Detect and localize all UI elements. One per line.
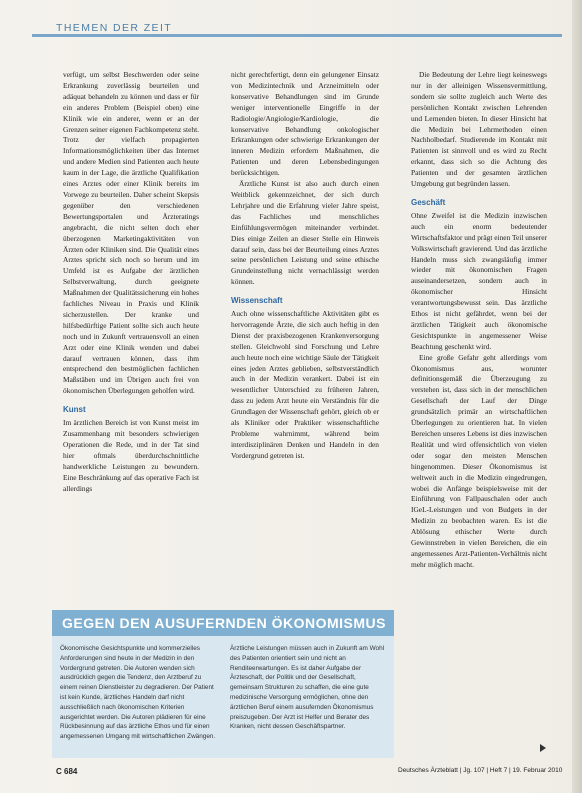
paragraph: Auch ohne wissenschaftliche Aktivitäten gibt es hervorragende Ärzte, die sich auch heftig in den Dienst der praxisbezogenen Krankenversorgung stellen. Gleichwohl sind Forschung und Lehre auch heute noch eine wichtige Säule der Tätigkeit eines jeden Arztes geblieben, selbstverständlich auch in der Medizin verankert. Dabei ist ein wesentlicher Unterschied zu früheren Jahren, dass zu jedem Arzt heute ein Verständnis für die Grundlagen der Wissenschaft gehört, gleich ob er als Kliniker oder Praktiker wissenschaftliche Probleme wahrnimmt, während beim interdisziplinären Denken und Handeln in den Vordergrund getreten ist.: [231, 309, 379, 460]
article-column-3: [411, 70, 547, 770]
page-number: C 684: [56, 767, 78, 776]
paragraph: verfügt, um selbst Beschwerden oder seine Erkrankung zuverlässig beurteilen und adäquat behandeln zu können und dass er für ein anderes Problem (Beispiel oben) eine Klinik wie ein anderer, wenn er an der Grenzen seiner eigenen Fachkompetenz steht. Trotz der vielfach propagierten Informationsmöglichkeiten über das Internet und andere Medien sind Patienten auch heute kaum in der Lage, die ärztliche Qualifikation eines Arztes oder einer Klinik bereits im Vorwege zu beurteilen. Daher scheint Skepsis gegenüber den verschiedenen Bewertungsportalen und Ärzteratings angebracht, die nicht selten doch eher überzogenen Marketingaktivitäten von Ärzten oder Kliniken sind. Die Qualität eines Arztes spricht sich noch so herum und im Umfeld ist es Aufgabe der ärztlichen Selbstverwaltung, durch geeignete Maßnahmen der Qualitätssicherung ein hohes fachliches Niveau in Praxis und Klinik sicherzustellen. Der kranke und hilfsbedürftige Patient sollte sich auch heute noch und in Zukunft vertrauensvoll an einen Arzt oder eine Klinik wenden und dabei darauf vertrauen können, dass ihm entsprechend den bestmöglichen fachlichen Maßstäben und im Übrigen auch frei von ökonomischen Überlegungen geholfen wird.: [63, 70, 199, 396]
paragraph: nicht gerechtfertigt, denn ein gelungener Einsatz von Medizintechnik und Arzneimitteln oder konservative Behandlungen sind im Grunde weniger interventionelle Eingriffe in der Radiologie/Angiologie/Kardiologie, die konservative Behandlung onkologischer Erkrankungen oder schwierige Erkrankungen der inneren Medizin erfordern Maßnahmen, die Patienten und deren Lebensbedingungen berücksichtigen.: [231, 70, 379, 178]
paragraph: Im ärztlichen Bereich ist von Kunst meist im Zusammenhang mit besonders schwierigen Operationen die Rede, und in der Tat sind hier oftmals überdurchschnittliche handwerkliche Leistungen zu bewundern. Eine Beschränkung auf das operative Fach ist allerdings: [63, 418, 199, 493]
summary-box: [52, 610, 394, 758]
summary-box-column-1: Ökonomische Gesichtspunkte und kommerzielles Anforderungen sind heute in der Medizin in den Vordergrund getreten. Die Autoren wenden sich ausdrücklich gegen die Tendenz, den Arztberuf zu einem reinen Dienstleister zu degradieren. Der Patient ist kein Kunde, ärztliches Handeln darf nicht ausschließlich nach ökonomischen Kriterien ausgerichtet werden. Die Autoren plädieren für eine Rückbesinnung auf das ärztliche Ethos und für einen angemessenen Umgang mit wirtschaftlichen Zwängen.: [60, 645, 216, 741]
summary-box-column-2: Ärztliche Leistungen müssen auch in Zukunft am Wohl des Patienten orientiert sein und nicht an Renditeerwartungen. Es ist daher Aufgabe der Ärzteschaft, der Politik und der Gesellschaft, gemeinsam Strukturen zu schaffen, die eine gute medizinische Versorgung ermöglichen, ohne den ärztlichen Beruf einem ausufernden Ökonomismus preiszugeben. Der Arzt ist Helfer und Berater des Kranken, nicht dessen Geschäftspartner.: [230, 645, 385, 731]
paragraph: Eine große Gefahr geht allerdings vom Ökonomismus aus, worunter definitionsgemäß die Überzeugung zu verstehen ist, dass sich in der menschlichen Gesellschaft der Lauf der Dinge grundsätzlich primär an wirtschaftlichen Überlegungen zu orientieren hat. In vielen Bereichen unseres Lebens ist dies inzwischen Realität und wird offensichtlich von vielen oder sogar den meisten Menschen hingenommen. Dieser Ökonomismus ist weltweit auch in die Medizin eingedrungen, wobei die Anfänge beispielsweise mit der Einführung von Fallpauschalen oder auch IGeL-Leistungen und von Budgets in der Medizin zu beobachten waren. Es ist die Ablösung ethischer Werte durch Gewinnstreben in vielen Bereichen, die ein angemessenes Arzt-Patienten-Verhältnis nicht mehr möglich macht.: [411, 352, 547, 569]
subheading-wissenschaft: Wissenschaft: [231, 296, 283, 306]
article-column-2: [231, 70, 379, 610]
continue-arrow-icon: [540, 744, 546, 752]
subheading-kunst: Kunst: [63, 405, 86, 415]
summary-box-title: GEGEN DEN AUSUFERNDEN ÖKONOMISMUS: [52, 610, 394, 636]
page-binding-edge: [572, 0, 582, 793]
publication-info: Deutsches Ärzteblatt | Jg. 107 | Heft 7 | 19. Februar 2010: [398, 767, 563, 774]
subheading-geschaeft: Geschäft: [411, 197, 446, 207]
section-header: THEMEN DER ZEIT: [56, 22, 173, 34]
paragraph: Die Bedeutung der Lehre liegt keineswegs nur in der alleinigen Wissensvermittlung, sondern sie sollte zugleich auch Werte des persönlichen Kontakt zwischen Lehrenden und Lernenden bieten. In dieser Hinsicht hat die Medizin bei Lehrmethoden einen Nachholbedarf. Studierende im Kontakt mit Patienten ist sinnvoll und es wird zu Recht erkannt, dass sich so die Achtung des Patienten und der gesamten ärztlichen Umgebung gut begründen lassen.: [411, 70, 547, 189]
paragraph: Ärztliche Kunst ist also auch durch einen Weitblick gekennzeichnet, der sich durch Lehrjahre und die Erfahrung vieler Jahre speist, das Fachliches und menschliches Einfühlungsvermögen miteinander verbindet. Dies einige Zeilen an dieser Stelle ein Hinweis darauf sein, dass bei der Beurteilung eines Arztes seine persönlichen Leistung und seine ethische Grundeinstellung nicht vernachlässigt werden können.: [231, 179, 379, 287]
header-rule: [32, 34, 562, 37]
paragraph: Ohne Zweifel ist die Medizin inzwischen auch ein enorm bedeutender Wirtschaftsfaktor und prägt einen Teil unserer Volkswirtschaft gravierend. Und das ärztliche Handeln muss sich zwangsläufig immer wieder mit ökonomischen Fragen auseinandersetzen, sondern auch in ökonomischer Hinsicht verantwortungsbewusst sein. Das ärztliche Ethos ist nicht gefährdet, wenn bei der ärztlichen Tätigkeit auch ökonomische Gesichtspunkte in angemessener Weise Beachtung geschenkt wird.: [411, 210, 547, 351]
